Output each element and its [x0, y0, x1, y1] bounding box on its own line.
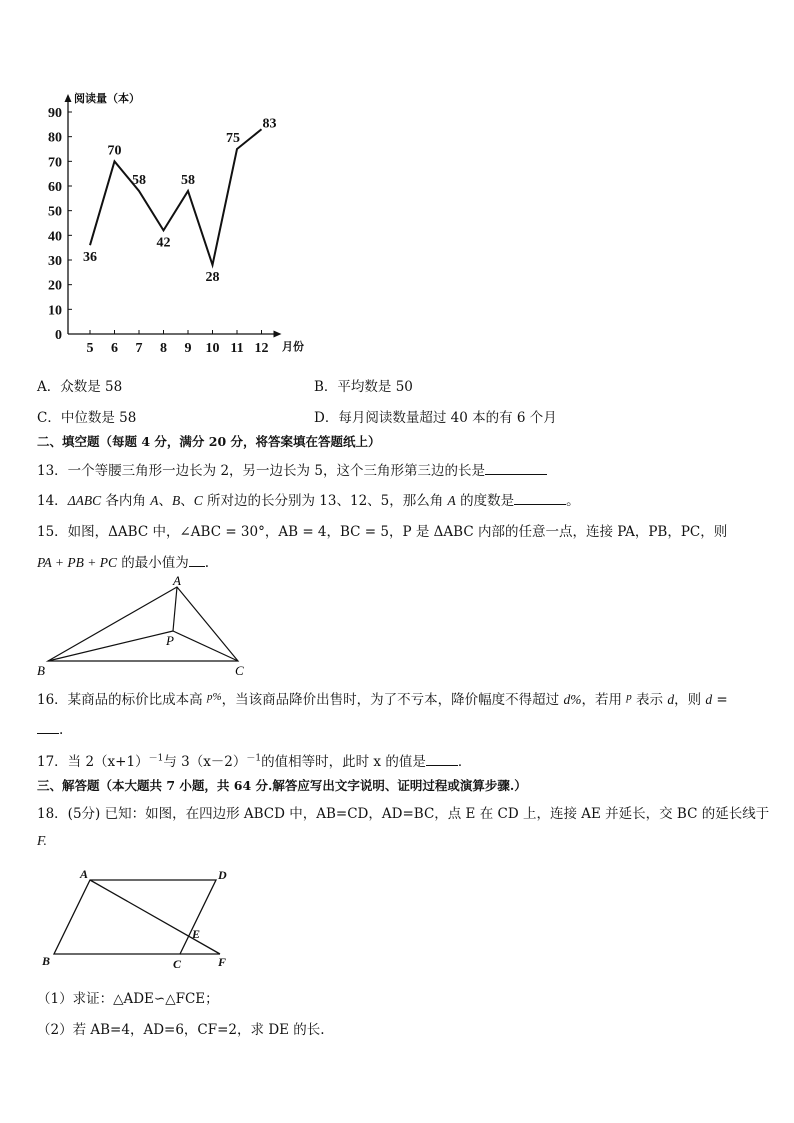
q17-exponent-1: －1 — [148, 753, 164, 764]
x-tick-label: 8 — [160, 341, 167, 356]
label-a: A — [80, 867, 89, 881]
label-f: F — [218, 955, 227, 969]
q14-end: 。 — [566, 493, 580, 509]
x-axis-label: 月份 — [282, 341, 304, 353]
y-tick-label: 40 — [48, 229, 62, 245]
question-16 — [37, 688, 728, 708]
label-p: P — [166, 633, 174, 648]
q14-vertex-a: A — [150, 493, 159, 508]
section-2-note: （每题 4 分，满分 20 分，将答案填在答题纸上） — [99, 434, 381, 449]
x-tick-label: 7 — [135, 341, 143, 356]
x-tick-label: 11 — [230, 341, 244, 356]
y-axis-label: 阅读量（本） — [74, 93, 140, 105]
data-label: 70 — [107, 143, 122, 159]
q15-text: 的最小值为 — [116, 555, 189, 571]
q15-line-1: 15．如图，ΔABC 中，∠ABC = 30°，AB = 4，BC = 5，P 是 ΔABC 内部的任意一点，连接 PA，PB，PC，则 — [37, 524, 728, 540]
y-axis-arrow — [65, 94, 72, 102]
q16-text-1: 16．某商品的标价比成本高 — [37, 692, 207, 708]
section-2-title: 二、填空题 — [37, 434, 100, 449]
data-label: 75 — [226, 131, 240, 146]
segment-pb — [48, 631, 173, 661]
q16-equals: = — [712, 692, 728, 708]
x-tick-label: 5 — [86, 341, 94, 356]
q18-part-2: （2）若 AB=4，AD=6，CF=2，求 DE 的长. — [37, 1022, 325, 1038]
reading-line-chart — [30, 88, 320, 360]
label-a: A — [173, 574, 181, 588]
question-15-cont — [37, 551, 209, 571]
label-b: B — [42, 954, 51, 968]
q18-part-1: （1）求证：△ADE∽△FCE； — [37, 991, 219, 1007]
q16-p-var: p — [626, 691, 632, 703]
q16-text-4: 表示 — [631, 692, 668, 708]
q15-expression: PA + PB + PC — [37, 555, 117, 570]
x-axis-arrow — [274, 331, 282, 338]
q17-text-2: 与 3（x－2） — [163, 754, 247, 770]
x-tick-label: 10 — [205, 341, 220, 356]
section-3-heading — [37, 776, 527, 794]
q16-d-var: d — [667, 692, 675, 707]
segment-pc — [173, 631, 238, 661]
q16-text-3: ，若用 — [581, 692, 627, 708]
section-2-heading — [37, 432, 381, 450]
question-16-cont — [37, 719, 63, 738]
q14-answer-blank[interactable] — [514, 490, 566, 505]
triangle-figure-q15 — [30, 574, 260, 678]
label-c: C — [235, 663, 244, 678]
data-label: 28 — [205, 269, 220, 285]
label-b: B — [37, 663, 45, 678]
q17-text-3: 的值相等时，此时 x 的值是 — [261, 754, 426, 770]
q16-answer-blank[interactable] — [37, 719, 59, 734]
q13-answer-blank[interactable] — [485, 460, 547, 475]
q13-text: 13．一个等腰三角形一边长为 2，另一边长为 5，这个三角形第三边的长是 — [37, 463, 485, 479]
q16-d-percent: d% — [563, 692, 582, 707]
segment-af — [90, 880, 220, 954]
option-a: A．众数是 58 — [37, 379, 123, 395]
data-label: 36 — [83, 250, 97, 266]
q14-sep-1: 、 — [158, 493, 172, 509]
q17-text-1: 17．当 2（x+1） — [37, 754, 149, 770]
y-tick-label: 0 — [55, 328, 62, 343]
q14-number: 14． — [37, 493, 68, 509]
question-13 — [37, 459, 547, 479]
y-tick-label: 70 — [48, 155, 62, 171]
question-18 — [37, 802, 769, 822]
data-label: 42 — [156, 235, 171, 251]
segment-pa — [173, 587, 177, 631]
data-label: 58 — [132, 172, 146, 188]
q16-text-5: ，则 — [674, 692, 706, 708]
section-3-title: 三、解答题 — [37, 778, 100, 793]
data-label: 58 — [181, 172, 195, 188]
q16-p-percent: p% — [206, 691, 222, 703]
parallelogram-abcd — [54, 880, 216, 954]
q17-answer-blank[interactable] — [426, 751, 458, 766]
q16-text-2: ，当该商品降价出售时，为了不亏本，降价幅度不得超过 — [221, 692, 564, 708]
y-tick-label: 20 — [48, 278, 62, 294]
x-tick-label: 9 — [184, 341, 192, 356]
q14-angle-a: A — [447, 493, 456, 508]
question-17 — [37, 750, 471, 770]
q18-line-1: 18．(5分) 已知：如图，在四边形 ABCD 中，AB=CD，AD=BC，点 E 在 CD 上，连接 AE 并延长，交 BC 的延长线于 — [37, 806, 770, 822]
question-15 — [37, 520, 727, 540]
triangle-abc — [48, 587, 238, 661]
q14-triangle: ΔABC — [67, 493, 102, 508]
q14-text-2: 所对边的长分别为 13、12、5，那么角 — [202, 493, 448, 509]
question-14 — [37, 489, 580, 509]
option-d: D．每月阅读数量超过 40 本的有 6 个月 — [314, 410, 557, 426]
option-b: B．平均数是 50 — [314, 379, 413, 395]
parallelogram-figure-q18 — [30, 862, 250, 972]
q14-vertex-c: C — [193, 493, 203, 508]
q17-exponent-2: －1 — [246, 753, 262, 764]
q14-text-3: 的度数是 — [455, 493, 515, 509]
y-tick-label: 80 — [48, 130, 62, 146]
question-18-cont: F. — [37, 833, 47, 848]
q16-d-var-2: d — [705, 692, 713, 707]
section-3-note: （本大题共 7 小题，共 64 分.解答应写出文字说明、证明过程或演算步骤.） — [99, 778, 527, 793]
y-tick-label: 60 — [48, 180, 62, 195]
q14-vertex-b: B — [171, 493, 181, 508]
label-d: D — [218, 868, 227, 882]
y-tick-label: 90 — [48, 106, 62, 121]
x-tick-label: 6 — [111, 341, 118, 356]
y-tick-label: 50 — [48, 204, 62, 220]
q14-sep-2: 、 — [180, 493, 194, 509]
q15-answer-blank[interactable] — [189, 552, 205, 567]
q15-end: . — [204, 555, 210, 571]
option-c: C．中位数是 58 — [37, 410, 137, 426]
q17-end: ． — [457, 754, 472, 770]
q16-end: . — [59, 722, 64, 738]
y-tick-label: 30 — [48, 254, 62, 269]
data-label: 83 — [262, 116, 277, 132]
q14-text-1: 各内角 — [101, 493, 151, 509]
y-tick-label: 10 — [48, 303, 62, 319]
label-e: E — [192, 927, 201, 941]
label-c: C — [173, 957, 182, 971]
x-tick-label: 12 — [254, 341, 269, 356]
